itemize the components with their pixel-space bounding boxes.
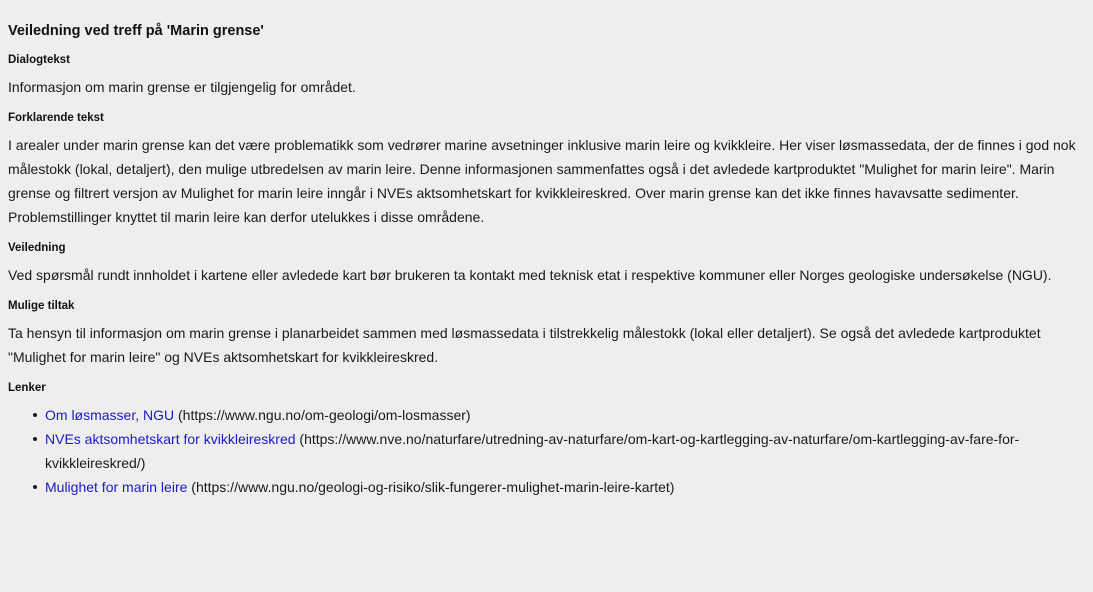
section-text: Informasjon om marin grense er tilgjengelig for området. [8, 79, 356, 95]
links-list [8, 403, 1085, 499]
section-mulige-tiltak [8, 299, 1085, 369]
list-item [33, 475, 1085, 499]
section-heading: Mulige tiltak [8, 300, 75, 312]
link-om-losmasser[interactable]: Om løsmasser, NGU [45, 407, 175, 423]
link-url-text: (https://www.ngu.no/geologi-og-risiko/slik-fungerer-mulighet-marin-leire-kartet) [187, 479, 675, 495]
list-item [33, 403, 1085, 427]
section-heading: Forklarende tekst [8, 112, 104, 124]
section-text: Ta hensyn til informasjon om marin grense i planarbeidet sammen med løsmassedata i tilstrekkelig målestokk (lokal eller detaljert). Se også det avledede kartproduktet "Mulighet for marin leire" og NVEs aktsomhetskart for kvikkleireskred. [8, 325, 1041, 365]
section-text: I arealer under marin grense kan det være problematikk som vedrører marine avsetninger inklusive marin leire og kvikkleire. Her viser løsmassedata, der de finnes i god nok målestokk (lokal, detaljert), den mulige utbredelsen av marin leire. Denne informasjonen sammenfattes også i det avledede kartproduktet "Mulighet for marin leire". Marin grense og filtrert versjon av Mulighet for marin leire inngår i NVEs aktsomhetskart for kvikkleireskred. Over marin grense kan det ikke finnes havavsatte sedimenter. Problemstillinger knyttet til marin leire kan derfor utelukkes i disse områdene. [8, 137, 1076, 225]
bullet-icon [33, 437, 37, 441]
bullet-icon [33, 485, 37, 489]
list-item [33, 427, 1085, 475]
bullet-icon [33, 413, 37, 417]
section-lenker [8, 381, 1085, 499]
page-title: Veiledning ved treff på 'Marin grense' [8, 23, 264, 39]
section-heading: Lenker [8, 382, 46, 394]
section-text: Ved spørsmål rundt innholdet i kartene eller avledede kart bør brukeren ta kontakt med teknisk etat i respektive kommuner eller Norges geologiske undersøkelse (NGU). [8, 267, 1052, 283]
section-dialogtekst [8, 53, 1085, 99]
link-mulighet-marin-leire[interactable]: Mulighet for marin leire [45, 479, 188, 495]
section-veiledning [8, 241, 1085, 287]
section-forklarende-tekst [8, 111, 1085, 229]
link-url-text: (https://www.nve.no/naturfare/utredning-av-naturfare/om-kart-og-kartlegging-av-naturfare/om-kartlegging-av-fare-for-kvikkleireskred/) [45, 431, 1020, 471]
section-heading: Dialogtekst [8, 54, 70, 66]
link-url-text: (https://www.ngu.no/om-geologi/om-losmasser) [174, 407, 471, 423]
link-nve-aktsomhetskart[interactable]: NVEs aktsomhetskart for kvikkleireskred [45, 431, 296, 447]
section-heading: Veiledning [8, 242, 66, 254]
